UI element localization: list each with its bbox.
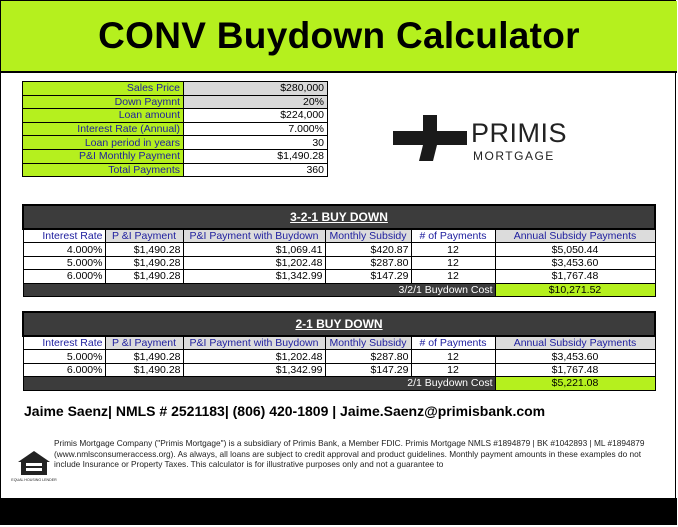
table-cell: 12: [411, 256, 495, 269]
table-row: [23, 363, 655, 376]
table-cell: 5.000%: [23, 256, 105, 269]
input-row: [23, 82, 328, 96]
input-row: [23, 163, 328, 177]
table-cell: $147.29: [325, 270, 411, 283]
loan-inputs-table: [22, 81, 328, 177]
input-value[interactable]: 7.000%: [184, 122, 328, 136]
table-cell: 6.000%: [23, 363, 105, 376]
buydown-21-table: [22, 311, 656, 391]
column-header: # of Payments: [411, 229, 495, 243]
input-label: Loan period in years: [23, 136, 184, 150]
input-label: Down Paymnt: [23, 95, 184, 109]
logo-sub: MORTGAGE: [473, 149, 555, 163]
input-row: [23, 122, 328, 136]
table-cell: $1,490.28: [105, 270, 183, 283]
logo-brand: PRIMIS: [471, 118, 568, 148]
input-label: Interest Rate (Annual): [23, 122, 184, 136]
column-header: Interest Rate: [23, 336, 105, 350]
column-header: Annual Subsidy Payments: [495, 336, 655, 350]
equal-housing-lender-icon: [11, 449, 57, 483]
input-value[interactable]: $280,000: [184, 82, 328, 96]
column-header: Interest Rate: [23, 229, 105, 243]
table-cell: 12: [411, 363, 495, 376]
table-cell: $1,202.48: [183, 256, 325, 269]
input-row: [23, 149, 328, 163]
table-cell: $1,490.28: [105, 256, 183, 269]
table-cell: 12: [411, 243, 495, 256]
title-bar: [1, 1, 677, 73]
input-label: Loan amount: [23, 109, 184, 123]
table-cell: $3,453.60: [495, 256, 655, 269]
table-cell: $1,490.28: [105, 243, 183, 256]
buydown-cost-label: 3/2/1 Buydown Cost: [23, 283, 495, 296]
table-cell: $1,202.48: [183, 350, 325, 363]
column-header: P&I Payment with Buydown: [183, 336, 325, 350]
column-header: P &I Payment: [105, 229, 183, 243]
table-cell: 12: [411, 270, 495, 283]
buydown-heading: 3-2-1 BUY DOWN: [23, 205, 655, 229]
input-value[interactable]: 20%: [184, 95, 328, 109]
table-cell: $3,453.60: [495, 350, 655, 363]
table-cell: $287.80: [325, 350, 411, 363]
input-row: [23, 136, 328, 150]
buydown-heading: 2-1 BUY DOWN: [23, 312, 655, 336]
table-cell: $287.80: [325, 256, 411, 269]
primis-mortgage-logo: [393, 113, 573, 163]
table-row: [23, 256, 655, 269]
column-header: Monthly Subsidy: [325, 336, 411, 350]
table-cell: $420.87: [325, 243, 411, 256]
footer-bar: [1, 498, 677, 525]
table-cell: $1,342.99: [183, 363, 325, 376]
column-header: P &I Payment: [105, 336, 183, 350]
input-row: [23, 95, 328, 109]
disclaimer-text: Primis Mortgage Company ("Primis Mortgage") is a subsidiary of Primis Bank, a Member FDIC. Primis Mortgage NMLS #1894879 | BK #1042893 | ML #1894879 (www.nmlsconsumeraccess.org). As always, all loans are subject to credit approval and product guidelines. Monthly payment amounts in these examples do not include Insurance or Property Taxes. This calculator is for illustrative purposes only and not a guarantee to: [54, 438, 645, 469]
table-row: [23, 270, 655, 283]
buydown-321-table: [22, 204, 656, 297]
table-cell: $1,342.99: [183, 270, 325, 283]
table-cell: $1,490.28: [105, 363, 183, 376]
table-cell: $5,050.44: [495, 243, 655, 256]
loan-officer-contact: Jaime Saenz| NMLS # 2521183| (806) 420-1809 | Jaime.Saenz@primisbank.com: [24, 403, 546, 419]
page-title: CONV Buydown Calculator: [98, 15, 580, 56]
table-cell: $1,767.48: [495, 363, 655, 376]
table-cell: 12: [411, 350, 495, 363]
column-header: Annual Subsidy Payments: [495, 229, 655, 243]
table-cell: 5.000%: [23, 350, 105, 363]
input-value[interactable]: 30: [184, 136, 328, 150]
primis-cross-icon: [393, 115, 467, 161]
table-cell: $1,069.41: [183, 243, 325, 256]
input-label: Sales Price: [23, 82, 184, 96]
table-cell: $1,490.28: [105, 350, 183, 363]
input-row: [23, 109, 328, 123]
input-label: P&I Monthly Payment: [23, 149, 184, 163]
input-label: Total Payments: [23, 163, 184, 177]
table-cell: 6.000%: [23, 270, 105, 283]
buydown-cost-value: $10,271.52: [495, 283, 655, 296]
table-row: [23, 350, 655, 363]
input-value[interactable]: $224,000: [184, 109, 328, 123]
table-cell: $1,767.48: [495, 270, 655, 283]
buydown-cost-label: 2/1 Buydown Cost: [23, 377, 495, 390]
buydown-cost-value: $5,221.08: [495, 377, 655, 390]
input-value[interactable]: $1,490.28: [184, 149, 328, 163]
table-cell: $147.29: [325, 363, 411, 376]
column-header: Monthly Subsidy: [325, 229, 411, 243]
input-value[interactable]: 360: [184, 163, 328, 177]
table-row: [23, 243, 655, 256]
column-header: P&I Payment with Buydown: [183, 229, 325, 243]
table-cell: 4.000%: [23, 243, 105, 256]
ehl-caption: EQUAL HOUSING LENDER: [11, 478, 57, 482]
column-header: # of Payments: [411, 336, 495, 350]
